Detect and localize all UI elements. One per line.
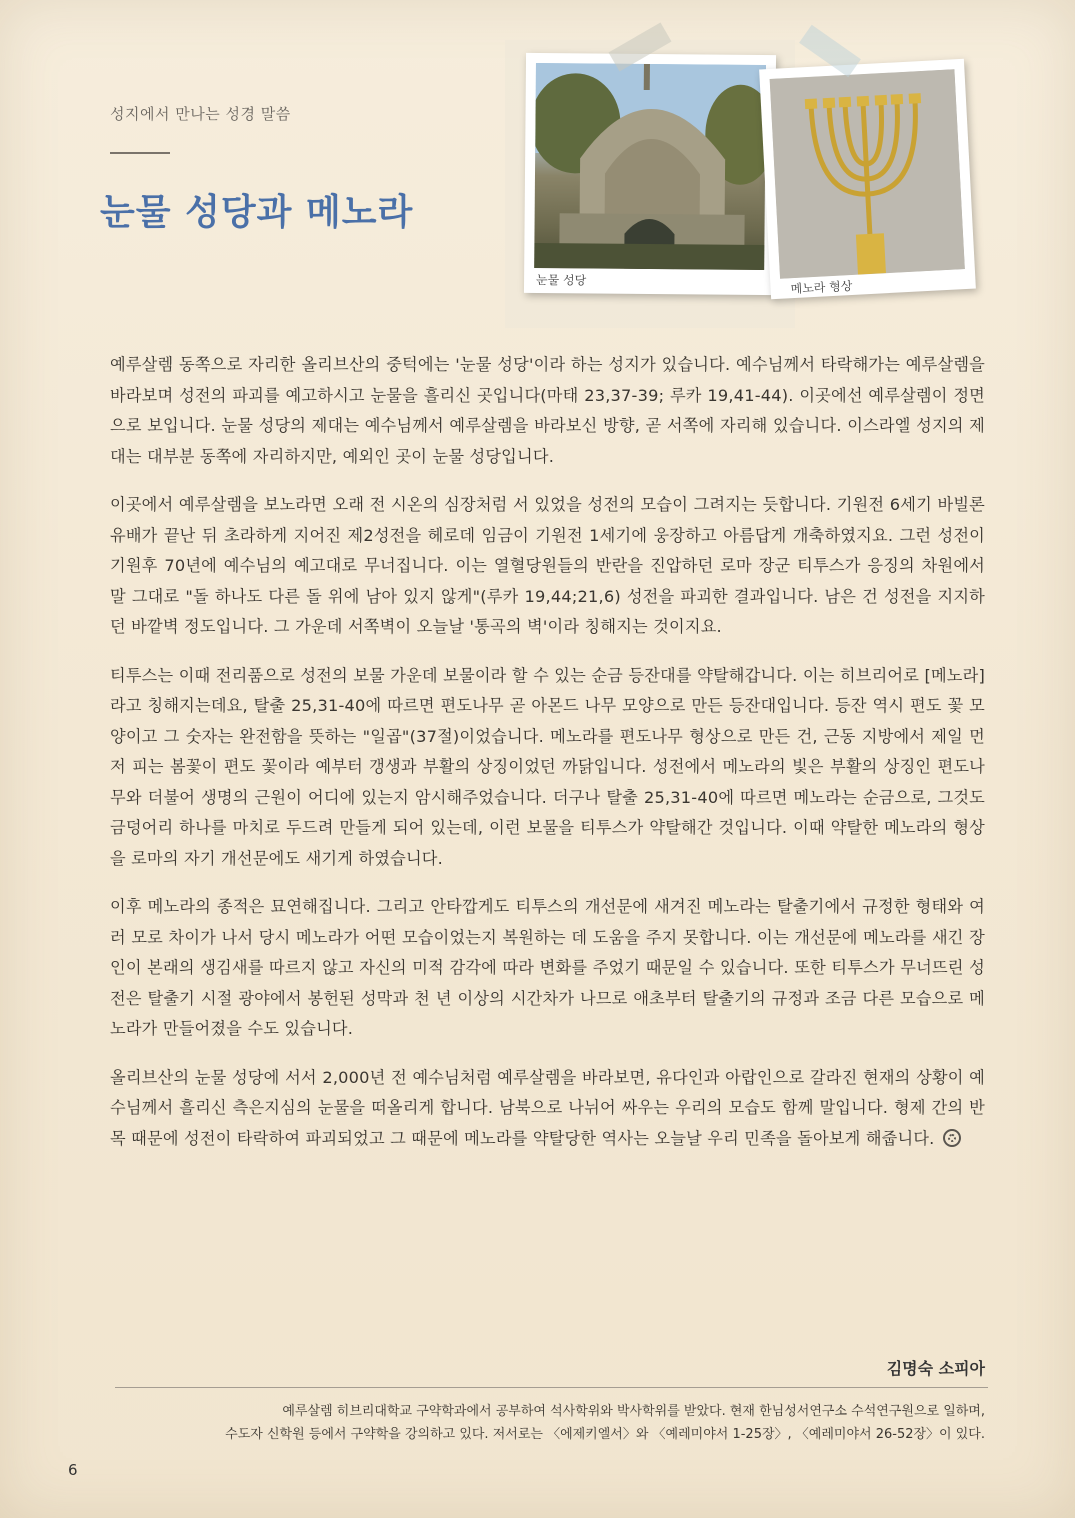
author-bio [185,1400,985,1446]
paragraph-last [110,1063,985,1155]
paragraph: 예루살렘 동쪽으로 자리한 올리브산의 중턱에는 '눈물 성당'이라 하는 성지가 있습니다. 예수님께서 타락해가는 예루살렘을 바라보며 성전의 파괴를 예고하시고 눈물을 흘리신 곳입니다(마태 23,37-39; 루카 19,41-44). 이곳에선 예루살렘이 정면으로 보입니다. 눈물 성당의 제대는 예수님께서 예루살렘을 바라보신 방향, 곧 서쪽에 자리해 있습니다. 이스라엘 성지의 제대는 대부분 동쪽에 자리하지만, 예외인 곳이 눈물 성당입니다. [110,355,985,466]
menorah-illustration-icon [770,69,965,278]
tears-church-image [534,63,766,270]
photo-menorah [759,59,976,299]
article-body [110,350,985,1172]
photo-caption: 메노라 형상 [790,278,853,297]
bio-line: 예루살렘 히브리대학교 구약학과에서 공부하여 석사학위와 박사학위를 받았다. 현재 한님성서연구소 수석연구원으로 일하며, [282,1404,985,1419]
title-divider [110,152,170,154]
church-illustration-icon [534,63,766,270]
paragraph: 이곳에서 예루살렘을 보노라면 오래 전 시온의 심장처럼 서 있었을 성전의 모습이 그려지는 듯합니다. 기원전 6세기 바빌론 유배가 끝난 뒤 초라하게 지어진 제2성전을 헤로데 임금이 기원전 1세기에 웅장하고 아름답게 개축하였지요. 그런 성전이 기원후 70년에 예수님의 예고대로 무너집니다. 이는 열혈당원들의 반란을 진압하던 로마 장군 티투스가 응징의 차원에서 말 그대로 "돌 하나도 다른 돌 위에 남아 있지 않게"(루카 19,44;21,6) 성전을 파괴한 결과입니다. 남은 건 성전을 지지하던 바깥벽 정도입니다. 그 가운데 서쪽벽이 오늘날 '통곡의 벽'이라 칭해지는 것이지요. [110,495,986,636]
photo-caption: 눈물 성당 [536,273,587,288]
paragraph: 티투스는 이때 전리품으로 성전의 보물 가운데 보물이라 할 수 있는 순금 등잔대를 약탈해갑니다. 이는 히브리어로 [메노라]라고 칭해지는데요, 탈출 25,31-40에 따르면 편도나무 곧 아몬드 나무 모양으로 만든 등잔대입니다. 등잔 역시 편도 꽃 모양이고 그 숫자는 완전함을 뜻하는 "일곱"(37절)이었습니다. 메노라를 편도나무 형상으로 만든 건, 근동 지방에서 제일 먼저 피는 봄꽃이 편도 꽃이라 예부터 갱생과 부활의 상징이었던 까닭입니다. 성전에서 메노라의 빛은 부활의 상징인 편도나무와 더불어 생명의 근원이 어디에 있는지 암시해주었습니다. 더구나 탈출 25,31-40에 따르면 메노라는 순금으로, 그것도 금덩어리 하나를 마치로 두드려 만들게 되어 있는데, 이런 보물을 티투스가 약탈해간 것입니다. 이때 약탈한 메노라의 형상을 로마의 자기 개선문에도 새기게 하였습니다. [110,665,985,868]
section-subtitle: 성지에서 만나는 성경 말씀 [110,105,291,123]
author-name: 김명숙 소피아 [886,1359,985,1378]
menorah-image [770,69,965,278]
page-number: 6 [68,1461,78,1479]
bio-line: 수도자 신학원 등에서 구약학을 강의하고 있다. 저서로는 〈에제키엘서〉와 〈예레미야서 1-25장〉, 〈예레미야서 26-52장〉이 있다. [225,1427,985,1442]
end-mark-icon [943,1129,961,1147]
author-divider [115,1387,988,1388]
photo-tears-church [524,53,776,295]
paragraph: 이후 메노라의 종적은 묘연해집니다. 그리고 안타깝게도 티투스의 개선문에 새겨진 메노라는 탈출기에서 규정한 형태와 여러 모로 차이가 나서 당시 메노라가 어떤 모습이었는지 복원하는 데 도움을 주지 못합니다. 이는 개선문에 메노라를 새긴 장인이 본래의 생김새를 따르지 않고 자신의 미적 감각에 따라 변화를 주었기 때문일 수 있습니다. 또한 티투스가 무너뜨린 성전은 탈출기 시절 광야에서 봉헌된 성막과 천 년 이상의 시간차가 나므로 애초부터 탈출기의 규정과 조금 다른 모습으로 메노라가 만들어졌을 수도 있습니다. [110,897,985,1038]
paragraph-text: 올리브산의 눈물 성당에 서서 2,000년 전 예수님처럼 예루살렘을 바라보면, 유다인과 아랍인으로 갈라진 현재의 상황이 예수님께서 흘리신 측은지심의 눈물을 떠올리게 합니다. 남북으로 나뉘어 싸우는 우리의 모습도 함께 말입니다. 형제 간의 반목 때문에 성전이 타락하여 파괴되었고 그 때문에 메노라를 약탈당한 역사는 오늘날 우리 민족을 돌아보게 해줍니다. [110,1067,985,1148]
page-title: 눈물 성당과 메노라 [100,192,414,233]
